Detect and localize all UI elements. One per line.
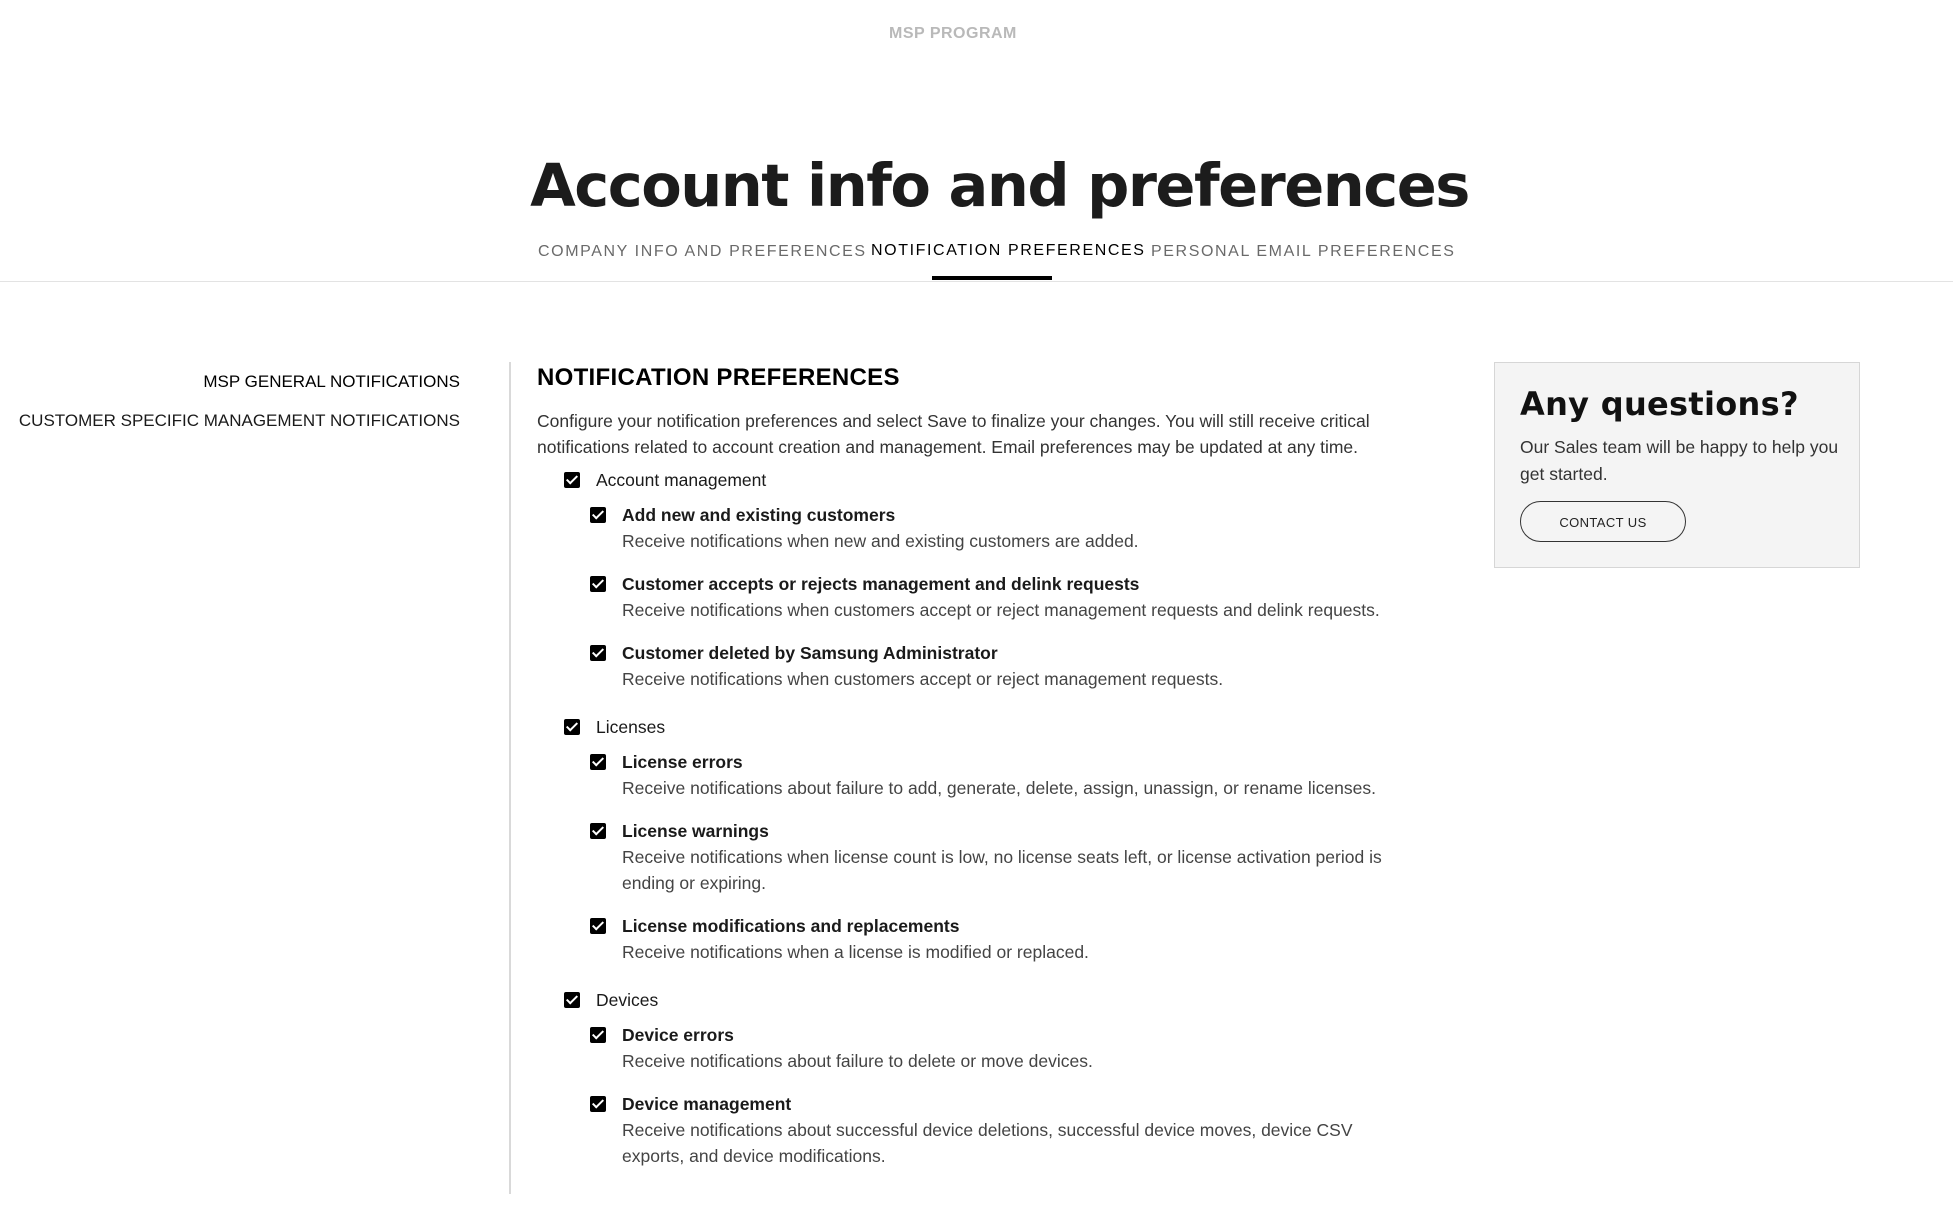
preference-title: Device errors — [622, 1025, 734, 1045]
preference-title: Customer deleted by Samsung Administrator — [622, 643, 998, 663]
preference-title: License errors — [622, 752, 743, 772]
preference-item — [590, 1089, 1387, 1184]
preference-description: Receive notifications when license count is low, no license seats left, or license activation period is ending or expiring. — [622, 847, 1382, 893]
preference-item — [590, 500, 1387, 569]
preference-item — [590, 747, 1387, 816]
group-header — [564, 707, 1387, 747]
preference-item — [590, 911, 1387, 980]
notification-preferences-panel — [537, 360, 1387, 1184]
preference-description: Receive notifications when customers accept or reject management requests and delink requests. — [622, 600, 1380, 620]
group-account-management — [537, 460, 1387, 707]
customer-deleted-checkbox[interactable] — [590, 645, 606, 661]
preference-description: Receive notifications about failure to delete or move devices. — [622, 1051, 1093, 1071]
devices-checkbox[interactable] — [564, 992, 580, 1008]
license-warnings-checkbox[interactable] — [590, 823, 606, 839]
section-nav-customer-specific[interactable]: CUSTOMER SPECIFIC MANAGEMENT NOTIFICATIONS — [18, 411, 460, 430]
section-nav — [19, 362, 460, 440]
accept-reject-checkbox[interactable] — [590, 576, 606, 592]
license-errors-checkbox[interactable] — [590, 754, 606, 770]
section-divider — [509, 362, 511, 1194]
group-header — [564, 460, 1387, 500]
preference-description: Receive notifications about successful device deletions, successful device moves, device CSV exports, and device modifications. — [622, 1120, 1353, 1166]
device-management-checkbox[interactable] — [590, 1096, 606, 1112]
group-label: Licenses — [596, 716, 666, 737]
active-tab-indicator — [932, 276, 1052, 280]
top-navigation — [0, 0, 1953, 70]
card-heading: Any questions? — [1520, 385, 1799, 423]
preference-description: Receive notifications about failure to add, generate, delete, assign, unassign, or rename licenses. — [622, 778, 1376, 798]
preference-description: Receive notifications when new and existing customers are added. — [622, 531, 1139, 551]
preference-title: License warnings — [622, 821, 769, 841]
preference-description: Receive notifications when a license is modified or replaced. — [622, 942, 1089, 962]
tab-personal-email[interactable]: PERSONAL EMAIL PREFERENCES — [1151, 243, 1456, 260]
section-heading: NOTIFICATION PREFERENCES — [537, 364, 900, 391]
contact-us-button[interactable]: CONTACT US — [1520, 501, 1686, 542]
questions-card — [1494, 362, 1860, 568]
program-label[interactable]: MSP PROGRAM — [889, 25, 1017, 42]
preference-item — [590, 1020, 1387, 1089]
account-management-checkbox[interactable] — [564, 472, 580, 488]
section-intro: Configure your notification preferences and select Save to finalize your changes. You will still receive critical notifications related to account creation and management. Email preferences may be updated at any time. — [537, 411, 1370, 457]
tab-notification-preferences[interactable]: NOTIFICATION PREFERENCES — [871, 242, 1146, 259]
group-header — [564, 980, 1387, 1020]
preference-title: Customer accepts or rejects management and delink requests — [622, 574, 1140, 594]
preference-description: Receive notifications when customers accept or reject management requests. — [622, 669, 1224, 689]
tab-company-info[interactable]: COMPANY INFO AND PREFERENCES — [538, 243, 867, 260]
licenses-checkbox[interactable] — [564, 719, 580, 735]
device-errors-checkbox[interactable] — [590, 1027, 606, 1043]
section-nav-msp-general[interactable]: MSP GENERAL NOTIFICATIONS — [203, 372, 460, 391]
preference-item — [590, 638, 1387, 707]
add-customers-checkbox[interactable] — [590, 507, 606, 523]
preference-title: License modifications and replacements — [622, 916, 960, 936]
group-licenses — [537, 707, 1387, 980]
tab-bar — [0, 240, 1953, 282]
license-modifications-checkbox[interactable] — [590, 918, 606, 934]
group-label: Devices — [596, 989, 659, 1010]
page-title: Account info and preferences — [530, 151, 1469, 220]
card-body: Our Sales team will be happy to help you get started. — [1520, 437, 1839, 484]
preference-item — [590, 816, 1387, 911]
preference-title: Device management — [622, 1094, 792, 1114]
preference-item — [590, 569, 1387, 638]
preference-title: Add new and existing customers — [622, 505, 896, 525]
group-devices — [537, 980, 1387, 1184]
group-label: Account management — [596, 469, 767, 490]
